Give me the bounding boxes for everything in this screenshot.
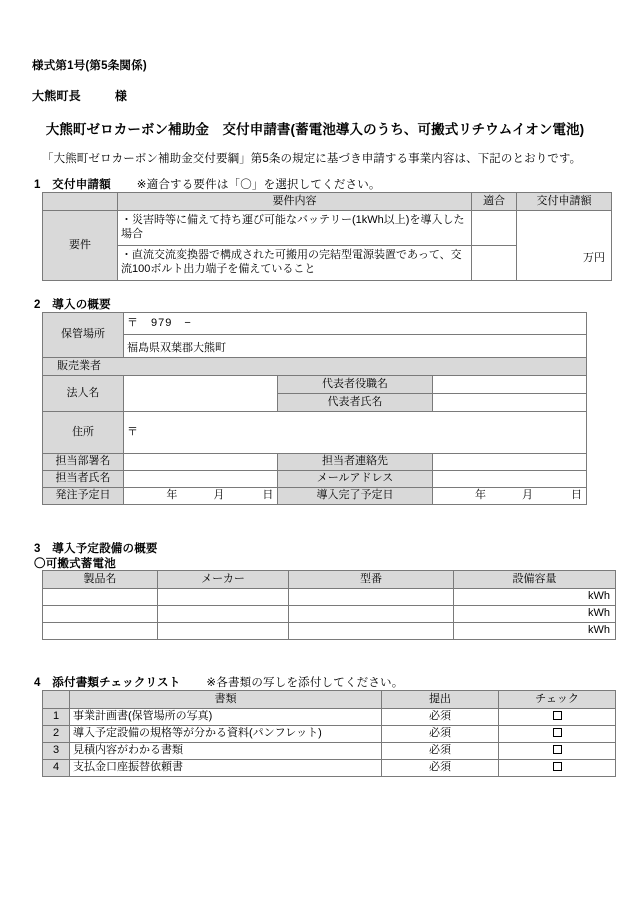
complete-date-month: 月 [522,489,533,502]
table-header-row [43,691,616,709]
overview-table [42,312,587,505]
dept-field[interactable] [124,454,278,471]
mail-label: メールアドレス [278,471,432,488]
table-row [43,589,616,606]
row-number: 4 [43,760,70,777]
header-grant-amount: 交付申請額 [517,193,612,211]
addressee-name: 大熊町長 [32,89,81,103]
addressee-line [32,87,127,104]
order-date-month: 月 [213,489,225,502]
section2-heading [34,296,111,312]
section3-subheading: 〇可搬式蓄電池 [34,558,116,570]
requirement-row-1 [43,211,612,246]
complete-date-field[interactable] [432,488,586,505]
row-number: 2 [43,726,70,743]
capacity-field[interactable] [454,623,616,640]
order-date-field[interactable] [124,488,278,505]
storage-address-field[interactable]: 福島県双葉郡大熊町 [124,335,587,358]
section1-note: ※適合する要件は「〇」を選択してください。 [136,179,381,191]
section4-heading [34,674,403,690]
table-row [43,709,616,726]
document-name: 事業計画書(保管場所の写真) [70,709,382,726]
table-row [43,623,616,640]
rep-name-label: 代表者氏名 [278,394,432,412]
header-row-number [43,691,70,709]
submission-status: 必須 [382,743,499,760]
capacity-field[interactable] [454,589,616,606]
checkbox-icon[interactable] [553,711,562,720]
capacity-unit: kWh [588,607,610,620]
grant-amount-table [42,192,612,281]
capacity-field[interactable] [454,606,616,623]
document-name: 導入予定設備の規格等が分かる資料(パンフレット) [70,726,382,743]
requirement-text-2: ・直流交流変換器で構成された可搬用の完結型電源装置であって、交流100ボルト出力端子を備えていること [118,246,472,281]
submission-status: 必須 [382,726,499,743]
complete-date-day: 日 [571,489,582,502]
complete-date-year: 年 [475,489,486,502]
submission-status: 必須 [382,760,499,777]
header-requirement-content: 要件内容 [118,193,472,211]
header-model: 型番 [289,571,454,589]
header-document: 書類 [70,691,382,709]
conformity-input-2[interactable] [472,246,517,281]
storage-location-row [43,313,587,335]
equipment-table [42,570,616,640]
lead-paragraph: 「大熊町ゼロカーボン補助金交付要綱」第5条の規定に基づき申請する事業内容は、下記のとおりです。 [42,153,582,165]
vendor-section-row [43,358,587,376]
check-cell[interactable] [499,743,616,760]
table-row [43,743,616,760]
storage-location-label: 保管場所 [43,313,124,358]
product-name-field[interactable] [43,623,158,640]
section1-heading [34,176,381,192]
row-number: 3 [43,743,70,760]
vendor-section-header: 販売業者 [43,358,587,376]
maker-field[interactable] [158,623,289,640]
contact-field[interactable] [432,454,586,471]
dept-row [43,454,587,471]
rep-title-field[interactable] [432,376,586,394]
header-check: チェック [499,691,616,709]
table-header-row [43,571,616,589]
product-name-field[interactable] [43,589,158,606]
corp-name-field[interactable] [124,376,278,412]
capacity-unit: kWh [588,624,610,637]
checkbox-icon[interactable] [553,762,562,771]
header-product-name: 製品名 [43,571,158,589]
check-cell[interactable] [499,726,616,743]
document-name: 支払金口座振替依頼書 [70,760,382,777]
header-blank [43,193,118,211]
complete-date-label: 導入完了予定日 [278,488,432,505]
person-row [43,471,587,488]
form-number: 様式第1号(第5条関係) [32,60,147,72]
check-cell[interactable] [499,760,616,777]
person-label: 担当者氏名 [43,471,124,488]
mail-field[interactable] [432,471,586,488]
maker-field[interactable] [158,606,289,623]
header-capacity: 設備容量 [454,571,616,589]
capacity-unit: kWh [588,590,610,603]
order-date-label: 発注予定日 [43,488,124,505]
maker-field[interactable] [158,589,289,606]
requirement-text-1: ・災害時等に備えて持ち運び可能なバッテリー(1kWh以上)を導入した場合 [118,211,472,246]
header-conformity: 適合 [472,193,517,211]
storage-address-row [43,335,587,358]
document-name: 見積内容がわかる書類 [70,743,382,760]
contact-label: 担当者連絡先 [278,454,432,471]
person-field[interactable] [124,471,278,488]
header-maker: メーカー [158,571,289,589]
checkbox-icon[interactable] [553,728,562,737]
submission-status: 必須 [382,709,499,726]
corp-name-row [43,376,587,394]
address-label: 住所 [43,412,124,454]
product-name-field[interactable] [43,606,158,623]
model-field[interactable] [289,606,454,623]
section3-heading [34,540,158,556]
address-field[interactable] [124,412,587,454]
order-date-day: 日 [262,489,274,502]
table-row [43,726,616,743]
corp-name-label: 法人名 [43,376,124,412]
row-number: 1 [43,709,70,726]
address-postal-mark: 〒 [127,425,139,438]
rep-name-field[interactable] [432,394,586,412]
grant-amount-unit: 万円 [583,252,605,265]
section4-heading-text: 4 添付書類チェックリスト [34,677,181,689]
address-row [43,412,587,454]
order-date-year: 年 [166,489,178,502]
storage-postal-field[interactable]: 〒 979 − [124,313,587,335]
date-row [43,488,587,505]
model-field[interactable] [289,589,454,606]
rep-title-label: 代表者役職名 [278,376,432,394]
requirement-row-label: 要件 [43,211,118,281]
checklist-table [42,690,616,777]
grant-amount-cell[interactable] [517,211,612,281]
section1-heading-text: 1 交付申請額 [34,179,111,191]
table-header-row [43,193,612,211]
checkbox-icon[interactable] [553,745,562,754]
model-field[interactable] [289,623,454,640]
check-cell[interactable] [499,709,616,726]
section2-heading-text: 2 導入の概要 [34,299,111,311]
addressee-honorific: 様 [114,89,128,103]
header-submission: 提出 [382,691,499,709]
dept-label: 担当部署名 [43,454,124,471]
table-row [43,606,616,623]
section4-note: ※各書類の写しを添付してください。 [206,677,404,689]
section3-heading-text: 3 導入予定設備の概要 [34,543,158,555]
page-title: 大熊町ゼロカーボン補助金 交付申請書(蓄電池導入のうち、可搬式リチウムイオン電池) [45,122,585,137]
table-row [43,760,616,777]
conformity-input-1[interactable] [472,211,517,246]
